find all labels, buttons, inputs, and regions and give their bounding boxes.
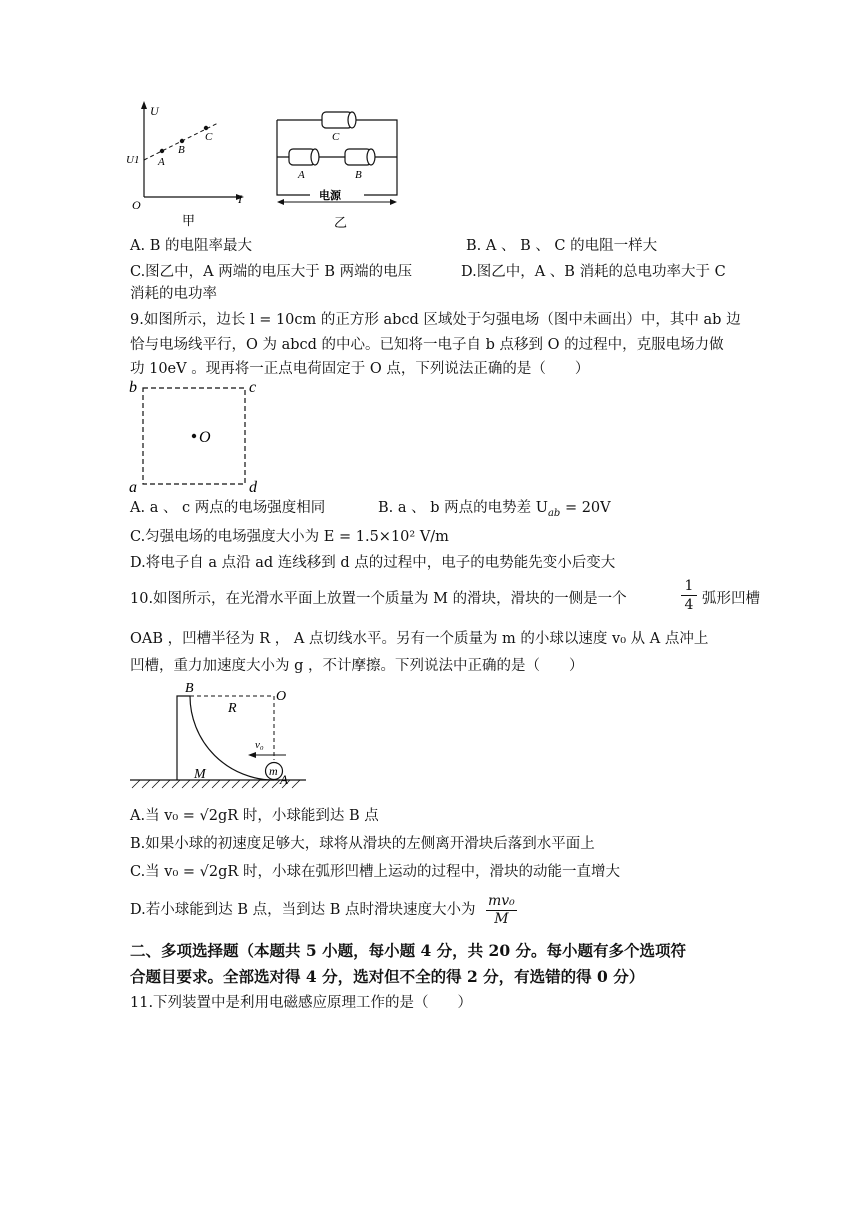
resistor-c-label: C — [332, 131, 340, 143]
axis-u-label: U — [150, 104, 159, 118]
resistor-b-label: B — [355, 169, 362, 181]
quarter-fraction-num: 1 — [681, 577, 697, 596]
q10-stem-line1-a: 10.如图所示，在光滑水平面上放置一个质量为 M 的滑块，滑块的一侧是一个 — [130, 591, 627, 607]
q9-option-a: A. a 、 c 两点的电场强度相同 — [130, 500, 326, 516]
q10-stem-line1-b: 弧形凹槽 — [702, 591, 760, 607]
q8-option-a: A. B 的电阻率最大 — [130, 238, 252, 254]
q8-option-d: D.图乙中，A 、B 消耗的总电功率大于 C — [461, 264, 726, 280]
corner-c-label: c — [249, 379, 257, 396]
velocity-v0-label: v₀ — [255, 739, 264, 751]
q10-stem-line1 — [130, 589, 627, 609]
section2-heading-line2: 合题目要求。全部选对得 4 分，选对但不全的得 2 分，有选错的得 0 分） — [130, 967, 645, 986]
figure-q10-slider — [128, 680, 308, 795]
center-o-label: O — [276, 689, 287, 704]
figure-yi-caption: 乙 — [334, 215, 348, 230]
q10-option-b: B.如果小球的初速度足够大，球将从滑块的左侧离开滑块后落到水平面上 — [130, 836, 595, 852]
point-c-label: C — [205, 131, 213, 143]
corner-a-label: a — [129, 479, 137, 496]
resistor-a-label: A — [298, 169, 305, 181]
q10-stem-line3: 凹槽，重力加速度大小为 g ，不计摩擦。下列说法中正确的是（ ） — [130, 658, 584, 674]
slider-m-label: M — [194, 767, 206, 782]
q9-option-c: C.匀强电场的电场强度大小为 E = 1.5×10² V/m — [130, 529, 449, 545]
q9-option-b-text: B. a 、 b 两点的电势差 U — [378, 500, 548, 516]
q10-option-d-num: mv₀ — [488, 893, 515, 909]
q9-option-b — [378, 498, 611, 524]
axis-i-label: I — [238, 192, 242, 206]
q8-option-c: C.图乙中，A 两端的电压大于 B 两端的电压 — [130, 264, 413, 280]
q8-option-b: B. A 、 B 、 C 的电阻一样大 — [466, 238, 658, 254]
center-o-label: O — [199, 429, 211, 446]
q10-option-c: C.当 v₀ = √2gR 时，小球在弧形凹槽上运动的过程中，滑块的动能一直增大 — [130, 864, 620, 880]
q10-option-a: A.当 v₀ = √2gR 时，小球能到达 B 点 — [130, 808, 379, 824]
q9-stem-line3: 功 10eV 。现再将一正点电荷固定于 O 点，下列说法正确的是（ ） — [130, 361, 590, 377]
q9-stem-line2: 恰与电场线平行，O 为 abcd 的中心。已知将一电子自 b 点移到 O 的过程中，克服电场力做 — [130, 337, 724, 353]
quarter-fraction-den: 4 — [684, 597, 694, 613]
figure-yi-circuit — [272, 100, 402, 235]
corner-d-label: d — [249, 479, 257, 496]
q9-stem-line1: 9.如图所示，边长 l = 10cm 的正方形 abcd 区域处于匀强电场（图中未画出）中，其中 ab 边 — [130, 312, 741, 328]
point-a-label: A — [280, 772, 288, 787]
q11-stem: 11.下列装置中是利用电磁感应原理工作的是（ ） — [130, 995, 473, 1011]
q10-option-d-den: M — [494, 911, 509, 927]
figure-jia-ui-graph — [120, 95, 255, 235]
q9-option-b-value: = 20V — [560, 500, 611, 516]
ball-m-label: m — [269, 764, 278, 778]
figure-q9-square — [125, 378, 270, 496]
q10-option-d: D.若小球能到达 B 点，当到达 B 点时滑块速度大小为 — [130, 902, 476, 918]
q9-option-b-sub: ab — [547, 507, 561, 519]
point-a-label: A — [158, 156, 165, 168]
radius-r-label: R — [228, 701, 237, 716]
q10-option-d-fraction — [486, 893, 517, 928]
power-source-label: 电源 — [319, 190, 341, 202]
corner-b-label: b — [129, 379, 137, 396]
point-b-label: B — [178, 144, 185, 156]
q10-stem-line2: OAB ，凹槽半径为 R ， A 点切线水平。另有一个质量为 m 的小球以速度 v₀ 从 A 点冲上 — [130, 631, 709, 647]
section2-heading-line1: 二、多项选择题（本题共 5 小题，每小题 4 分，共 20 分。每小题有多个选项符 — [130, 941, 687, 960]
u1-label: U1 — [126, 154, 140, 166]
quarter-fraction — [681, 577, 697, 614]
q8-option-d-cont: 消耗的电功率 — [130, 286, 217, 302]
origin-label: O — [132, 198, 141, 212]
q9-option-d: D.将电子自 a 点沿 ad 连线移到 d 点的过程中，电子的电势能先变小后变大 — [130, 555, 616, 571]
figure-jia-caption: 甲 — [182, 213, 196, 228]
point-b-label: B — [185, 681, 194, 696]
